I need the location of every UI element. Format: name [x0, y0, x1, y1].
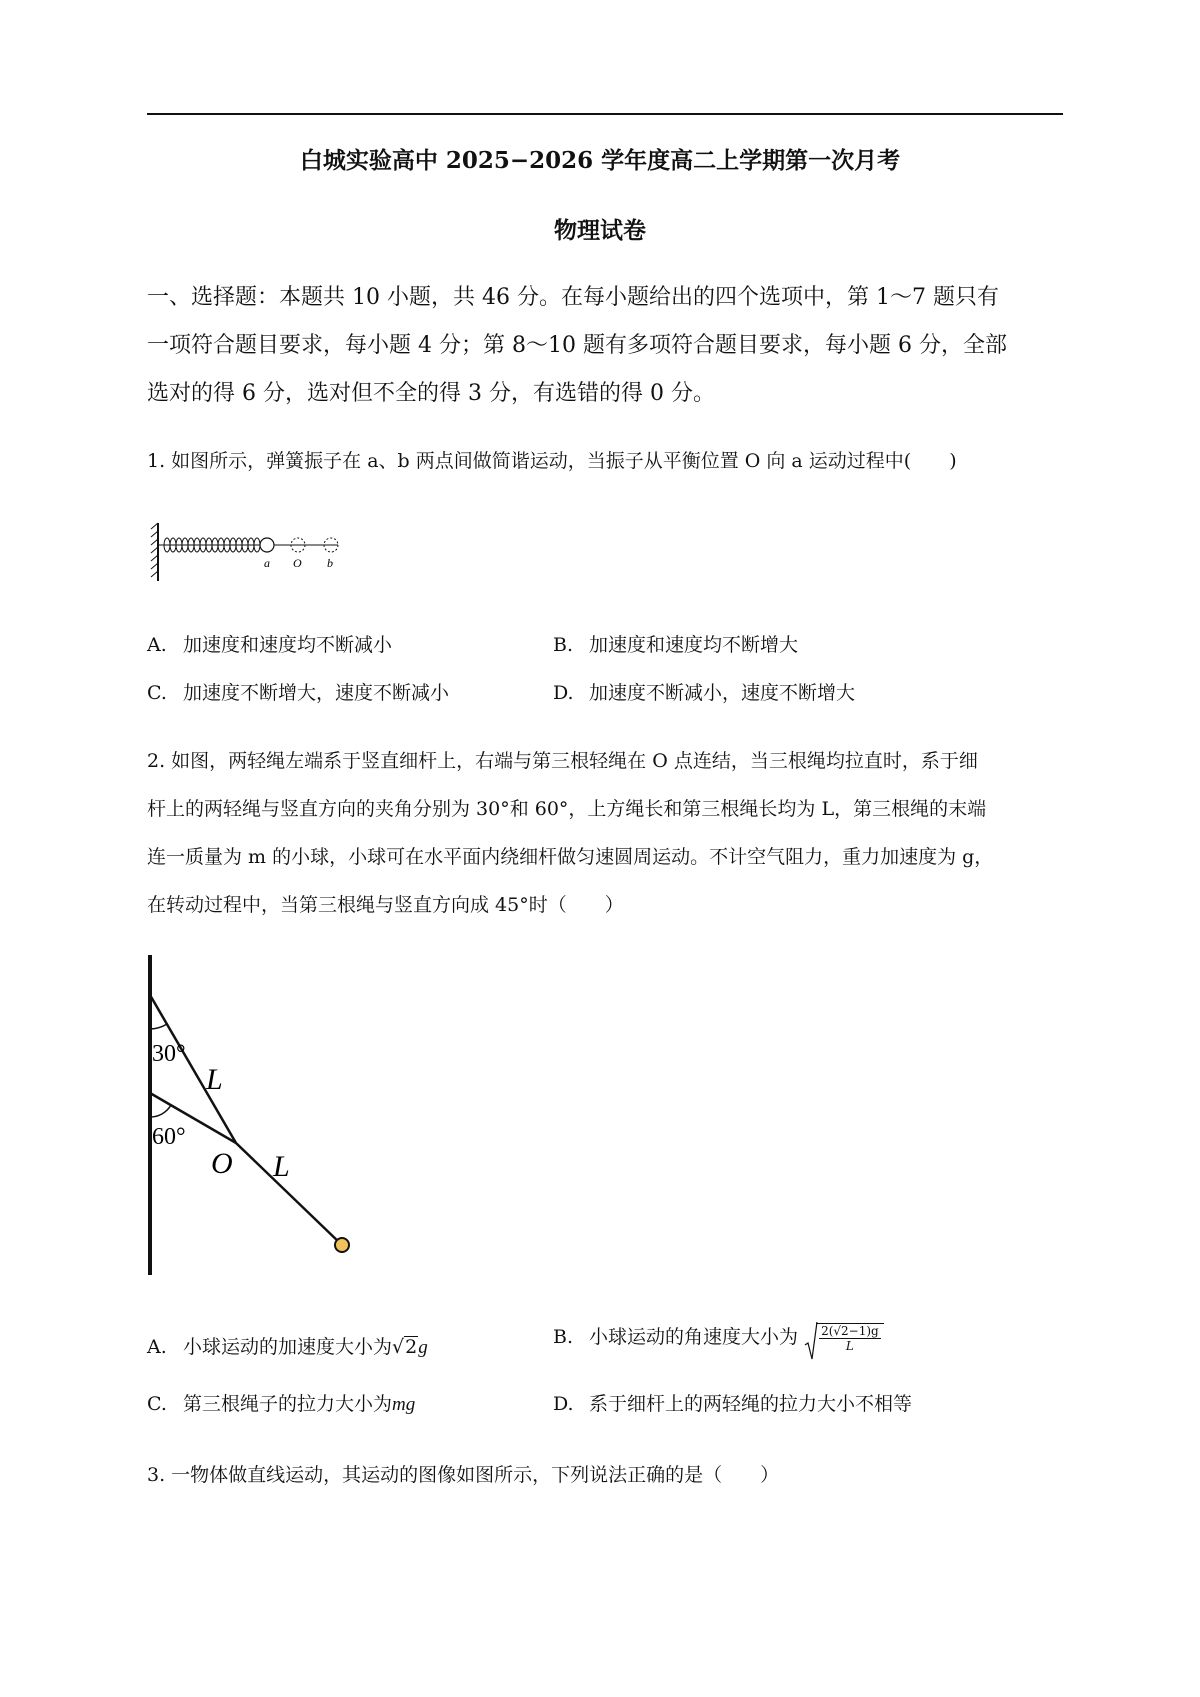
q2-option-b-math: $\frac{2(√2-1)g}{L}$ — [804, 1323, 884, 1353]
q2-option-a-math: √2g — [392, 1336, 428, 1358]
q2-option-a: A. 小球运动的加速度大小为√2g — [147, 1336, 428, 1358]
section1-line1: 一、选择题：本题共 10 小题，共 46 分。在每小题给出的四个选项中，第 1～7 题只有 — [147, 285, 999, 310]
label-a: a — [264, 556, 270, 570]
q1-option-d: D. 加速度不断减小，速度不断增大 — [553, 682, 856, 704]
q3-stem: 3. 一物体做直线运动，其运动的图像如图所示，下列说法正确的是（ ） — [147, 1464, 780, 1486]
section1-line3: 选对的得 6 分，选对但不全的得 3 分，有选错的得 0 分。 — [147, 381, 715, 406]
q2-stem-line2: 杆上的两轻绳与竖直方向的夹角分别为 30°和 60°，上方绳长和第三根绳长均为 L，第三根绳的末端 — [147, 798, 987, 820]
label-O: O — [293, 556, 302, 570]
q2-stem-line3: 连一质量为 m 的小球，小球可在水平面内绕细杆做匀速圆周运动。不计空气阻力，重力加速度为 g， — [147, 846, 994, 868]
q1-option-a: A. 加速度和速度均不断减小 — [147, 634, 393, 656]
q1-spring-figure — [148, 515, 358, 585]
q1-stem: 1. 如图所示，弹簧振子在 a、b 两点间做简谐运动，当振子从平衡位置 O 向 a 运动过程中( ) — [147, 450, 957, 472]
exam-subtitle: 物理试卷 — [554, 217, 646, 244]
q2-stem-line1: 2. 如图，两轻绳左端系于竖直细杆上，右端与第三根轻绳在 O 点连结，当三根绳均拉直时，系于细 — [147, 750, 978, 772]
q2-rope-figure — [130, 950, 370, 1285]
header-rule — [147, 113, 1063, 115]
q1-option-c: C. 加速度不断增大，速度不断减小 — [147, 682, 450, 704]
label-angle-60: 60° — [152, 1124, 186, 1150]
q2-option-b: B. 小球运动的角速度大小为 $\frac{2(√2-1)g}{L}$ — [553, 1322, 884, 1353]
q2-stem-line4: 在转动过程中，当第三根绳与竖直方向成 45°时（ ） — [147, 894, 624, 916]
label-upper-L: L — [206, 1063, 223, 1096]
q1-option-b: B. 加速度和速度均不断增大 — [553, 634, 799, 656]
label-third-L: L — [273, 1150, 290, 1183]
label-knot-O: O — [211, 1147, 233, 1180]
exam-title: 白城实验高中 2025−2026 学年度高二上学期第一次月考 — [299, 147, 901, 174]
q2-option-d: D. 系于细杆上的两轻绳的拉力大小不相等 — [553, 1393, 913, 1415]
label-angle-30: 30° — [152, 1041, 186, 1067]
section1-line2: 一项符合题目要求，每小题 4 分；第 8～10 题有多项符合题目要求，每小题 6 分，全部 — [147, 333, 1007, 358]
q2-option-c: C. 第三根绳子的拉力大小为mg — [147, 1393, 416, 1415]
label-b: b — [327, 556, 333, 570]
